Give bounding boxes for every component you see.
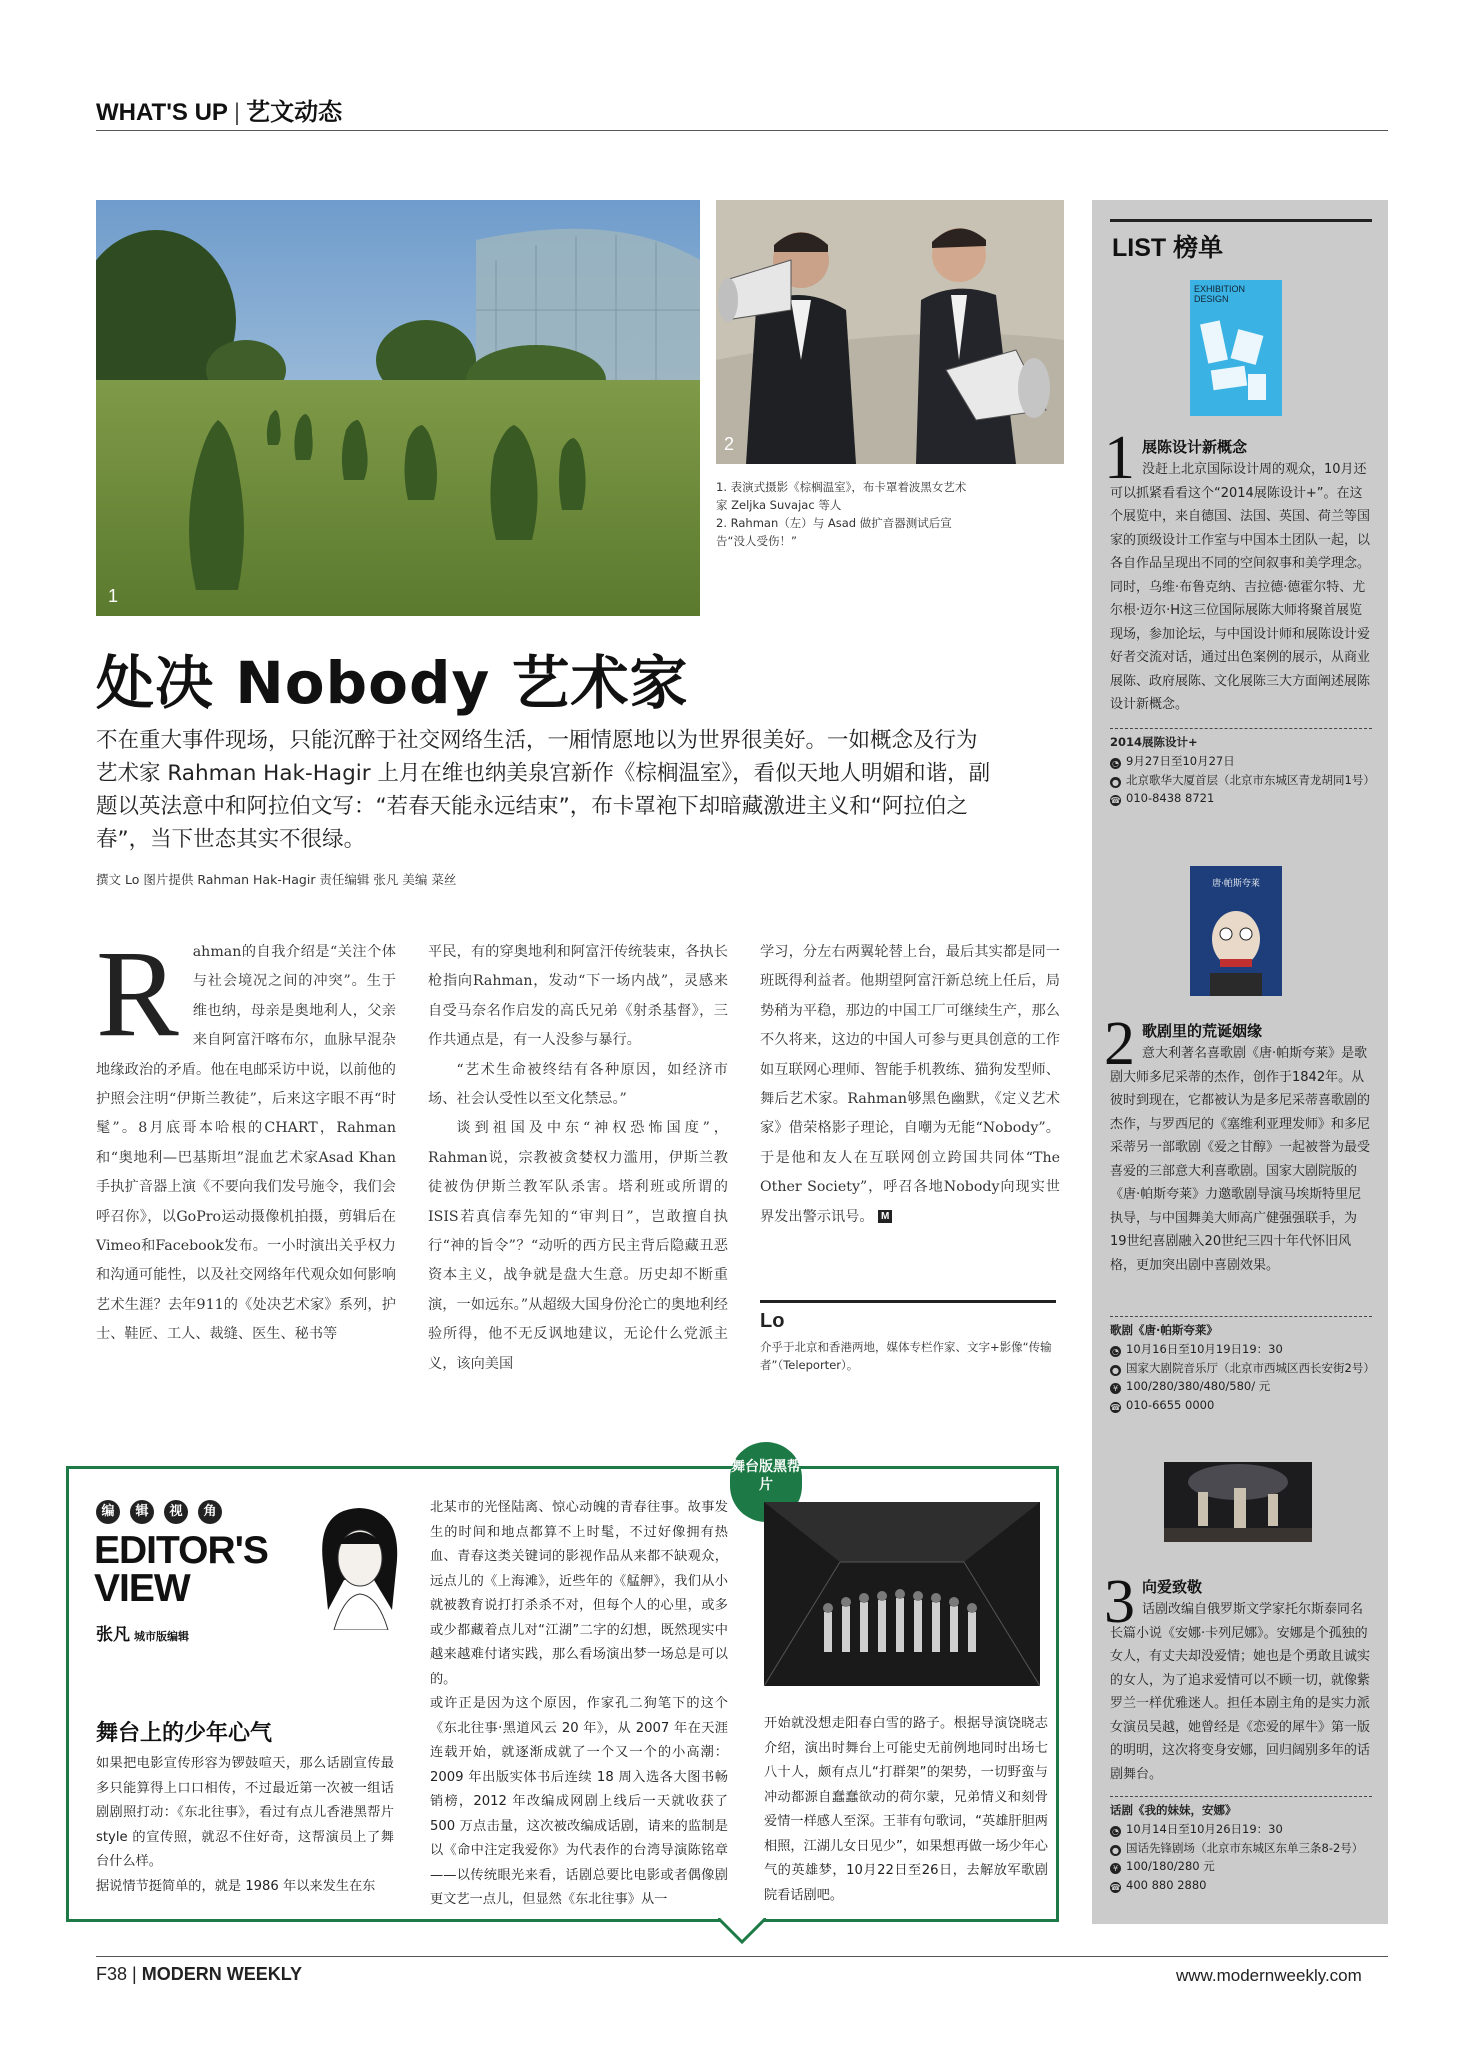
editor-text: 或许正是因为这个原因，作家孔二狗笔下的这个《东北往事·黑道风云 20 年》，从 2007 年在天涯连载开始，就逐渐成就了一个又一个的小高潮：2009 年出版实体书后连续 18 周入选各大图书畅销榜，2012 年改编成网剧上线后一天就收获了 500 万点击量，这次被改编成话剧，请来的监制是以《命中注定我爱你》为代表作的台湾导演陈铭章——以传统眼光来看，话剧总要比电影或者偶像剧更文艺一点儿，但显然《东北往事》从一 [430,1696,728,1907]
editor-headline: 舞台上的少年心气 [96,1721,273,1746]
editor-circles [96,1500,232,1524]
box-pointer [718,1918,766,1944]
editor-name-text: 张凡 [96,1625,130,1645]
editor-column-3: 开始就没想走阳春白雪的路子。根据导演饶晓志介绍，演出时舞台上可能史无前例地同时出场七八十人，颇有点儿“打群架”的架势，一切野蛮与冲动都源自蠢蠢欲动的荷尔蒙，兄弟情义和刻骨爱情一样感人至深。王菲有句歌词，“英雄肝胆两相照，江湖儿女日见少”，如果想再做一场少年心气的英雄梦，10月22日至26日，去解放军歌剧院看话剧吧。 [764,1716,1048,1903]
list-item-info-1 [1110,752,1375,808]
list-item-info-3 [1110,1820,1363,1894]
list-number-1: 1 [1104,424,1135,492]
article-lead: 不在重大事件现场，只能沉醉于社交网络生活，一厢情愿地以为世界很美好。一如概念及行为艺术家 Rahman Hak-Hagir 上月在维也纳美泉宫新作《棕榈温室》，看似天地人明媚和谐，副题以英法意中和阿拉伯文写：“若春天能永远结束”，布卡罩袍下却暗藏激进主义和“阿拉伯之春”，当下世态其实不很绿。 [96,728,991,852]
phone-icon: ☎ [1110,1402,1121,1412]
photo-palm-house [96,200,700,616]
editors-view-title [94,1529,268,1610]
section-header [96,92,342,127]
editor-portrait [304,1500,414,1630]
body-text: ahman的自我介绍是“关注个体与社会境况之间的冲突”。生于维也纳，母亲是奥地利人，父亲来自阿富汗喀布尔，血脉早混杂地缘政治的矛盾。他在电邮采访中说，以前他的护照会注明“伊斯兰教徒”，后来这字眼不再“时髦”。8月底哥本哈根的CHART，Rahman和“奥地利—巴基斯坦”混血艺术家Asad Khan手执扩音器上演《不要向我们发号施令，我们会呼召你》，以GoPro运动摄像机拍摄，剪辑后在Vimeo和Facebook发布。一小时演出关乎权力和沟通可能性，以及社交网络年代观众如何影响艺术生涯？去年911的《处决艺术家》系列，护士、鞋匠、工人、裁缝、医生、秘书等 [96,944,396,1343]
drama-stage-photo [1164,1462,1312,1542]
photo-captions [716,478,976,550]
footer-rule [96,1956,1388,1957]
author-description: 介乎于北京和香港两地，媒体专栏作家、文字+影像“传输者”（Teleporter）。 [760,1340,1052,1372]
article-title: 处决 Nobody 艺术家 [96,649,689,717]
event-venue: 国话先锋剧场（北京市东城区东单三条8-2号） [1126,1840,1364,1855]
list-number-3: 3 [1104,1568,1135,1636]
event-venue: 国家大剧院音乐厅（北京市西城区西长安街2号） [1126,1360,1375,1375]
event-date: 10月14日至10月26日19：30 [1126,1822,1283,1836]
editor-circle: 角 [198,1500,222,1524]
footer-left: F38 | MODERN WEEKLY [96,1964,303,1984]
footer-url: www.modernweekly.com [1176,1966,1362,1985]
event-date: 9月27日至10月27日 [1126,754,1235,768]
list-item-event-2: 歌剧《唐·帕斯夸莱》 [1110,1323,1218,1337]
header-divider: | [233,99,241,126]
list-item-event-3: 话剧《我的妹妹，安娜》 [1110,1803,1237,1817]
clock-icon: ◔ [1110,1826,1121,1837]
body-paragraph: 谈到祖国及中东“神权恐怖国度”，Rahman说，宗教被贪婪权力滥用，伊斯兰教徒被伪伊斯兰教军队杀害。塔利班或所谓的ISIS若真信奉先知的“审判日”，岂敢擅自执行“神的旨令”？“动听的西方民主背后隐藏丑恶资本主义，战争就是盘大生意。历史却不断重演，一如远东。”从超级大国身份沦亡的奥地利经验所得，他不无反讽地建议，无论什么党派主义，该向美国 [428,1120,728,1372]
opera-poster [1190,866,1282,996]
list-divider [1110,1796,1372,1797]
photo-number: 2 [724,434,735,454]
drop-cap: R [96,925,179,1062]
event-price: 100/180/280 元 [1126,1859,1215,1873]
page-number: F38 [96,1964,128,1984]
location-icon: ● [1110,777,1121,788]
end-mark: M [878,1210,892,1223]
editor-column-1 [96,1752,394,1899]
event-phone: 010-6655 0000 [1126,1397,1215,1412]
editor-name [96,1620,189,1645]
body-column-1 [96,925,396,1350]
editor-text: 据说情节挺简单的，就是 1986 年以来发生在东 [96,1878,376,1894]
magazine-name: MODERN WEEKLY [141,1964,303,1984]
body-column-2 [428,938,728,1379]
event-phone: 010-8438 8721 [1126,791,1215,805]
list-number-2: 2 [1104,1010,1135,1078]
stage-group-photo [764,1502,1040,1686]
editor-column-2 [430,1496,728,1913]
photo-number: 1 [108,586,119,606]
poster-title: 唐·帕斯夸莱 [1212,879,1260,889]
editor-text: 北某市的光怪陆离、惊心动魄的青春往事。故事发生的时间和地点都算不上时髦，不过好像拥有热血、青春这类关键词的影视作品从来都不缺观众，远点儿的《上海滩》，近些年的《艋舺》，我们从小就被教育说打打杀杀不对，但每个人的心里，或多或少都藏着点儿对“江湖”二字的幻想，既然现实中越来越难付诸实践，那么看场演出梦一场总是可以的。 [430,1500,728,1687]
caption-2: 2. Rahman（左）与 Asad 做扩音器测试后宣告“没人受伤！” [716,516,952,548]
editor-circle: 视 [164,1500,188,1524]
editor-role: 城市版编辑 [134,1630,189,1643]
body-paragraph: 平民，有的穿奥地利和阿富汗传统装束，各执长枪指向Rahman，发动“下一场内战”，灵感来自受马奈名作启发的高氏兄弟《射杀基督》，三作共通点是，有一人没参与暴行。 [428,944,728,1049]
list-item-body-2: 意大利著名喜歌剧《唐·帕斯夸莱》是歌剧大师多尼采蒂的杰作，创作于1842年。从彼时到现在，它都被认为是多尼采蒂喜歌剧的杰作，与罗西尼的《塞维利亚理发师》和多尼采蒂另一部歌剧《爱之甘醇》一起被誉为最受喜爱的三部意大利喜歌剧。国家大剧院版的《唐·帕斯夸莱》力邀歌剧导演马埃斯特里尼执导，与中国舞美大师高广健强强联手，为19世纪喜剧融入20世纪三四十年代怀旧风格，更加突出剧中喜剧效果。 [1110,1046,1371,1273]
editor-circle: 辑 [130,1500,154,1524]
body-text: 学习，分左右两翼轮替上台，最后其实都是同一班既得利益者。他期望阿富汗新总统上任后，局势稍为平稳，那边的中国工厂可继续生产，那么不久将来，这边的中国人可参与更具创意的工作如互联网心理师、智能手机教练、猫狗发型师、舞后艺术家。Rahman够黑色幽默，《定义艺术家》借荣格影子理论，自嘲为无能“Nobody”。于是他和友人在互联网创立跨国共同体“The Other Society”，呼召各地Nobody向现实世界发出警示讯号。 [760,944,1060,1225]
editor-tab-badge: 舞台版黑帮片 [730,1442,802,1522]
list-item-body-1: 没赶上北京国际设计周的观众，10月还可以抓紧看看这个“2014展陈设计+”。在这个展览中，来自德国、法国、英国、荷兰等国家的顶级设计工作室与中国本土团队一起，以各自作品呈现出不同的空间叙事和美学理念。同时，乌维·布鲁克纳、吉拉德·德霍尔特、尤尔根·迈尔·H这三位国际展陈大师将聚首展览现场，参加论坛，与中国设计师和展陈设计爱好者交流对话，通过出色案例的展示，从商业展陈、政府展陈、文化展陈三大方面阐述展陈设计新概念。 [1110,462,1371,712]
editor-circle: 编 [96,1500,120,1524]
photo-megaphone [716,200,1064,464]
phone-icon: ☎ [1110,1882,1121,1892]
location-icon: ● [1110,1365,1121,1376]
list-item-title-2: 歌剧里的荒诞姻缘 [1142,1022,1263,1040]
ticket-icon: ¥ [1110,1863,1121,1874]
body-column-3 [760,938,1060,1232]
list-item-title-3: 向爱致敬 [1142,1578,1203,1596]
view-line-2: VIEW [94,1567,190,1610]
ticket-icon: ¥ [1110,1383,1121,1394]
event-venue: 北京歌华大厦首层（北京市东城区青龙胡同1号） [1126,772,1375,787]
location-icon: ● [1110,1845,1121,1856]
author-name: Lo [760,1310,785,1332]
section-cn: 艺文动态 [246,99,343,126]
list-item-title-1: 展陈设计新概念 [1142,438,1248,456]
event-phone: 400 880 2880 [1126,1877,1207,1892]
list-item-event-1: 2014展陈设计+ [1110,735,1198,749]
list-divider [1110,1316,1372,1317]
list-item-body-3: 话剧改编自俄罗斯文学家托尔斯泰同名长篇小说《安娜·卡列尼娜》。安娜是个孤独的女人，有丈夫却没爱情；她也是个勇敢且诚实的女人，为了追求爱情可以不顾一切，就像紫罗兰一样优雅迷人。担任本剧主角的是实力派女演员吴越，她曾经是《恋爱的犀牛》第一版的明明，这次将变身安娜，回归阔别多年的话剧舞台。 [1110,1602,1371,1782]
clock-icon: ◔ [1110,758,1121,769]
event-date: 10月16日至10月19日19：30 [1126,1342,1283,1356]
section-en: WHAT'S UP [96,99,228,126]
event-price: 100/280/380/480/580/ 元 [1126,1379,1271,1393]
cover-title: EXHIBITION DESIGN [1194,284,1246,304]
author-rule [760,1300,1056,1303]
exhibition-book-cover [1190,280,1282,416]
phone-icon: ☎ [1110,796,1121,805]
editor-text: 如果把电影宣传形容为锣鼓喧天，那么话剧宣传最多只能算得上口口相传，不过最近第一次被一组话剧剧照打动：《东北往事》，看过有点儿香港黑帮片 style 的宣传照，就忍不住好奇，这帮演员上了舞台什么样。 [96,1756,394,1869]
header-rule [96,130,1388,131]
article-credit: 撰文 Lo 图片提供 Rahman Hak-Hagir 责任编辑 张凡 美编 菜丝 [96,872,457,887]
list-top-rule [1110,219,1372,222]
clock-icon: ◔ [1110,1346,1121,1357]
caption-1: 1. 表演式摄影《棕榈温室》，布卡罩着波黑女艺术家 Zeljka Suvajac 等人 [716,480,967,512]
body-paragraph: “艺术生命被终结有各种原因，如经济市场、社会认受性以至文化禁忌。” [428,1061,728,1108]
list-divider [1110,728,1372,729]
view-line-1: EDITOR'S [94,1529,268,1572]
list-item-info-2 [1110,1340,1375,1414]
list-title: LIST 榜单 [1112,234,1224,262]
